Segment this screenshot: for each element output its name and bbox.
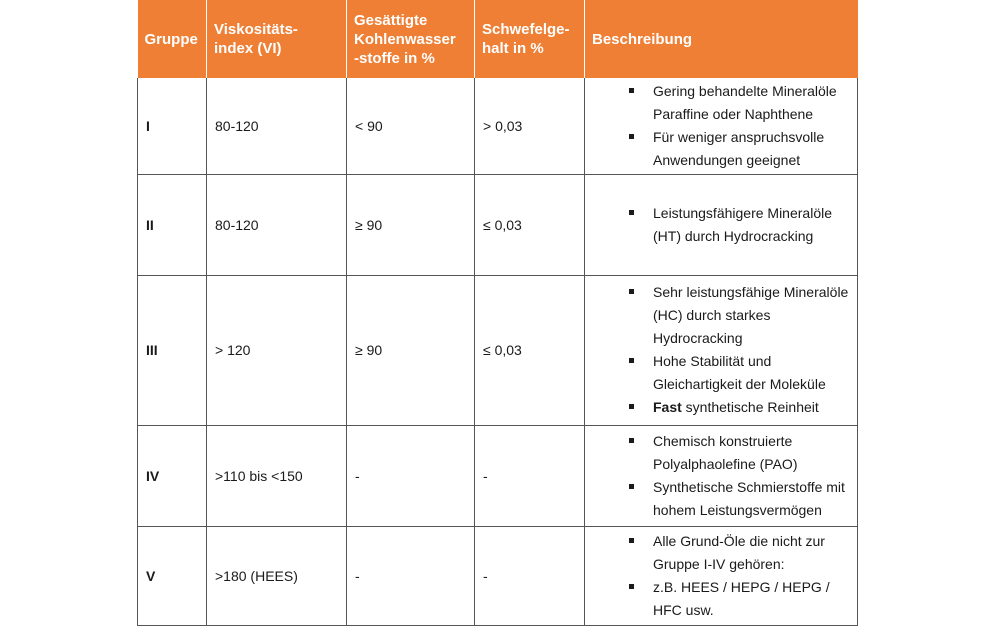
description-item: z.B. HEES / HEPG / HEPG / HFC usw. <box>629 576 851 622</box>
cell-description <box>585 275 858 425</box>
cell-description <box>585 174 858 275</box>
cell-description <box>585 425 858 526</box>
cell-saturated: ≥ 90 <box>347 174 475 275</box>
table-row <box>138 174 858 275</box>
cell-gruppe: II <box>138 174 207 275</box>
cell-sulfur: - <box>475 526 585 625</box>
description-rest: synthetische Reinheit <box>681 399 819 415</box>
cell-sulfur: > 0,03 <box>475 78 585 174</box>
cell-viscosity-index: 80-120 <box>207 78 347 174</box>
description-item: Leistungsfähigere Mineralöle (HT) durch Hydrocracking <box>629 202 851 248</box>
cell-saturated: ≥ 90 <box>347 275 475 425</box>
cell-description <box>585 78 858 174</box>
cell-viscosity-index: 80-120 <box>207 174 347 275</box>
cell-viscosity-index: > 120 <box>207 275 347 425</box>
cell-sulfur: ≤ 0,03 <box>475 174 585 275</box>
cell-sulfur: ≤ 0,03 <box>475 275 585 425</box>
cell-sulfur: - <box>475 425 585 526</box>
header-saturated-hydrocarbons: Gesättigte Kohlenwasser -stoffe in % <box>347 0 475 78</box>
description-item: Hohe Stabilität und Gleichartigkeit der Moleküle <box>629 350 851 396</box>
header-gruppe: Gruppe <box>138 0 207 78</box>
cell-saturated: < 90 <box>347 78 475 174</box>
header-sulfur-content: Schwefelge- halt in % <box>475 0 585 78</box>
cell-description <box>585 526 858 625</box>
base-oil-groups-table <box>137 0 857 625</box>
cell-saturated: - <box>347 425 475 526</box>
cell-gruppe: III <box>138 275 207 425</box>
cell-gruppe: V <box>138 526 207 625</box>
header-row <box>138 0 858 78</box>
table-row <box>138 425 858 526</box>
description-item: Synthetische Schmierstoffe mit hohem Leistungsvermögen <box>629 476 851 522</box>
table-row <box>138 275 858 425</box>
cell-viscosity-index: >180 (HEES) <box>207 526 347 625</box>
header-viscosity-index: Viskositäts- index (VI) <box>207 0 347 78</box>
cell-viscosity-index: >110 bis <150 <box>207 425 347 526</box>
description-item: Gering behandelte Mineralöle Paraffine oder Naphthene <box>629 80 851 126</box>
description-item: Alle Grund-Öle die nicht zur Gruppe I-IV gehören: <box>629 530 851 576</box>
table-row <box>138 526 858 625</box>
description-item: Chemisch konstruierte Polyalphaolefine (PAO) <box>629 430 851 476</box>
description-bold-word: Fast <box>653 399 682 415</box>
description-item: Sehr leistungsfähige Mineralöle (HC) durch starkes Hydrocracking <box>629 281 851 350</box>
cell-gruppe: IV <box>138 425 207 526</box>
header-description: Beschreibung <box>585 0 858 78</box>
cell-gruppe: I <box>138 78 207 174</box>
description-item <box>629 396 851 419</box>
description-item: Für weniger anspruchsvolle Anwendungen geeignet <box>629 126 851 172</box>
groups-table <box>137 0 858 626</box>
cell-saturated: - <box>347 526 475 625</box>
table-row <box>138 78 858 174</box>
